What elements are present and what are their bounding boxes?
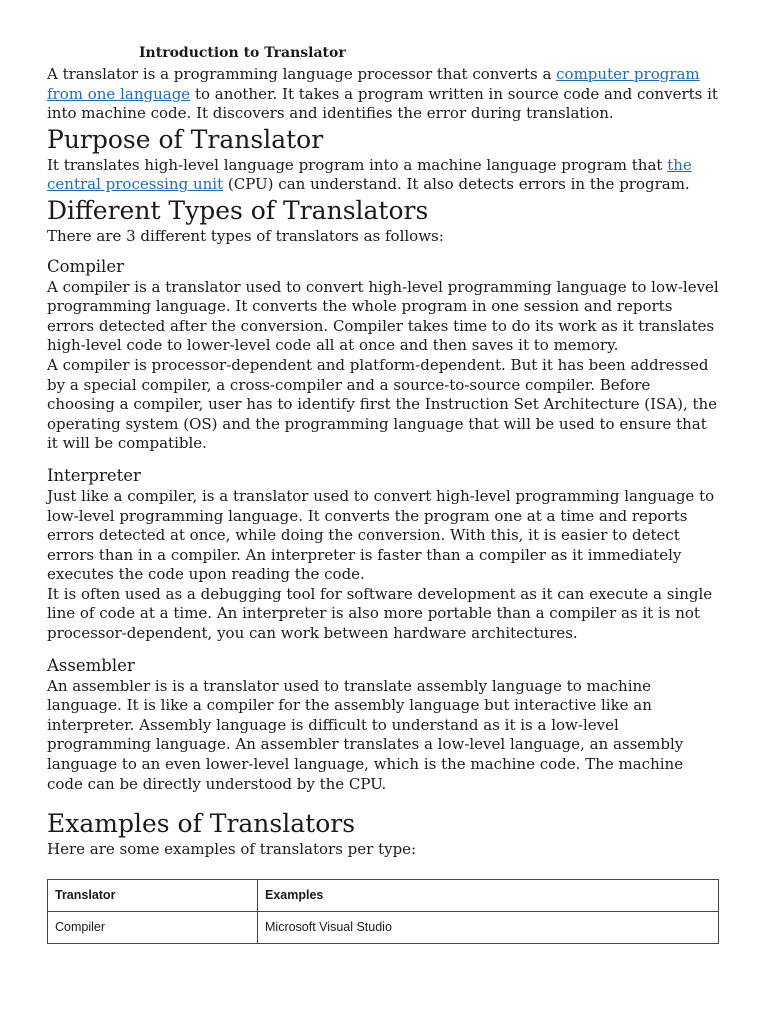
purpose-text-1: It translates high-level language program into a machine language program that <box>47 155 668 174</box>
purpose-paragraph <box>47 156 719 195</box>
assembler-paragraph: An assembler is is a translator used to translate assembly language to machine language. It is like a compiler for the assembly language but interactive like an interpreter. Assembly language is difficult to understand as it is a low-level programming language. An assembler translates a low-level language, an assembly language to an even lower-level language, which is the machine code. The machine code can be directly understood by the CPU. <box>47 676 684 793</box>
table-cell-examples: Microsoft Visual Studio <box>258 911 719 943</box>
table-cell-translator: Compiler <box>48 911 258 943</box>
purpose-text-2: (CPU) can understand. It also detects errors in the program. <box>223 175 690 194</box>
assembler-heading: Assembler <box>47 655 135 675</box>
types-intro: There are 3 different types of translators as follows: <box>47 226 444 245</box>
table-header-examples: Examples <box>258 879 719 911</box>
intro-title: Introduction to Translator <box>139 45 346 61</box>
interpreter-paragraph-1: Just like a compiler, is a translator used to convert high-level programming language to low-level programming language. It converts the program one at a time and reports errors detected at once, while doing the conversion. With this, it is easier to detect errors than in a compiler. An interpreter is faster than a compiler as it immediately executes the code upon reading the code. <box>47 486 715 584</box>
examples-heading: Examples of Translators <box>47 809 356 839</box>
compiler-heading: Compiler <box>47 256 124 276</box>
examples-intro: Here are some examples of translators per type: <box>47 840 417 859</box>
table-header-row <box>48 879 719 911</box>
compiler-paragraph-2: A compiler is processor-dependent and platform-dependent. But it has been addressed by a special compiler, a cross-compiler and a source-to-source compiler. Before choosing a compiler, user has to identify first the Instruction Set Architecture (ISA), the operating system (OS) and the programming language that will be used to ensure that it will be compatible. <box>47 355 718 453</box>
intro-text-2: to another. It takes a program written in source code and converts it into machine code. It discovers and identifies the error during translation. <box>47 84 718 123</box>
document-page <box>47 44 719 944</box>
cpu-link[interactable]: the central processing unit <box>47 155 692 194</box>
intro-paragraph <box>47 65 719 124</box>
table-row <box>48 911 719 943</box>
types-heading: Different Types of Translators <box>47 195 429 225</box>
computer-program-link[interactable]: computer program from one language <box>47 65 700 103</box>
interpreter-paragraph-2: It is often used as a debugging tool for software development as it can execute a single line of code at a time. An interpreter is also more portable than a compiler as it is not processor-dependent, you can work between hardware architectures. <box>47 584 713 643</box>
examples-table <box>47 879 719 944</box>
table-header-translator: Translator <box>48 879 258 911</box>
intro-text-1: A translator is a programming language processor that converts a <box>47 65 557 83</box>
interpreter-heading: Interpreter <box>47 465 141 485</box>
purpose-heading: Purpose of Translator <box>47 124 324 154</box>
compiler-paragraph-1: A compiler is a translator used to convert high-level programming language to low-level programming language. It converts the whole program in one session and reports errors detected after the conversion. Compiler takes time to do its work as it translates high-level code to lower-level code all at once and then saves it to memory. <box>47 277 719 355</box>
